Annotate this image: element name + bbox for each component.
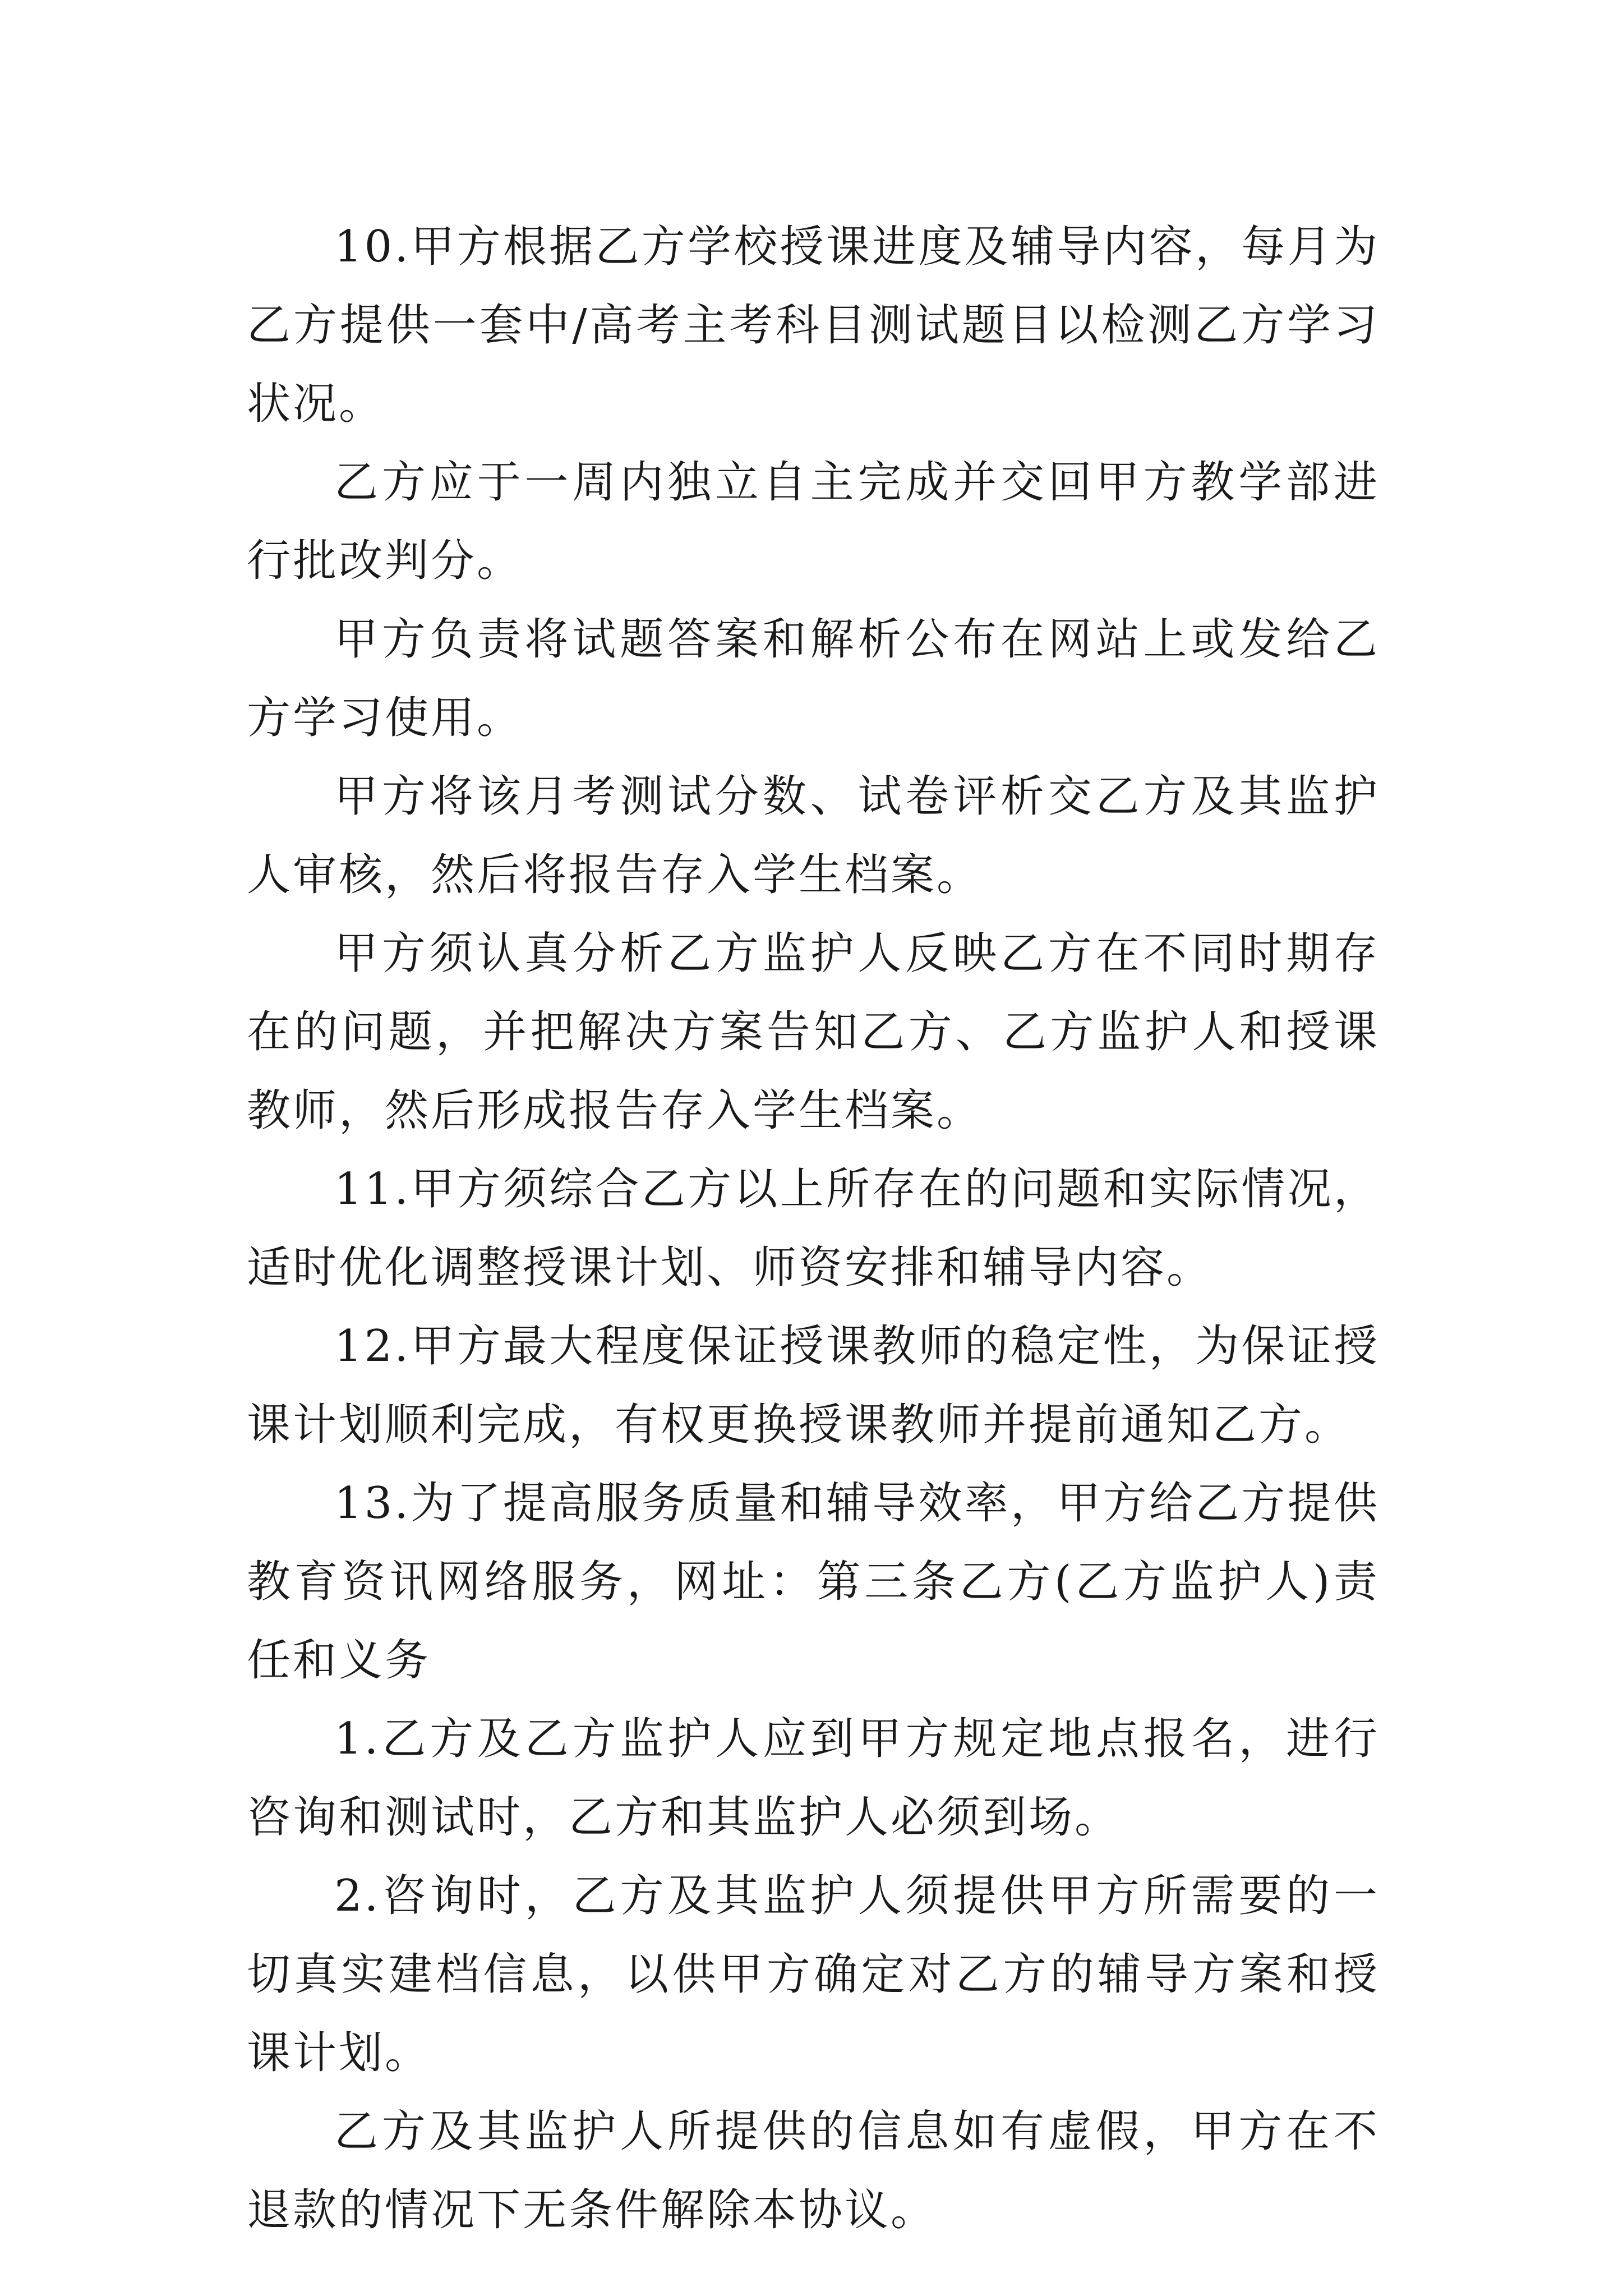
paragraph-publish-answers: 甲方负责将试题答案和解析公布在网站上或发给乙方学习使用。 <box>247 614 1380 743</box>
paragraph-11: 11.甲方须综合乙方以上所存在的问题和实际情况，适时优化调整授课计划、师资安排和辅导内容。 <box>247 1164 1380 1293</box>
paragraph-false-info: 乙方及其监护人所提供的信息如有虚假，甲方在不退款的情况下无条件解除本协议。 <box>247 2106 1380 2235</box>
paragraph-complete-and-return: 乙方应于一周内独立自主完成并交回甲方教学部进行批改判分。 <box>247 457 1380 586</box>
document-body <box>247 208 1380 2249</box>
paragraph-1: 1.乙方及乙方监护人应到甲方规定地点报名，进行咨询和测试时，乙方和其监护人必须到场。 <box>247 1714 1380 1843</box>
paragraph-2: 2.咨询时，乙方及其监护人须提供甲方所需要的一切真实建档信息，以供甲方确定对乙方的辅导方案和授课计划。 <box>247 1871 1380 2078</box>
paragraph-12: 12.甲方最大程度保证授课教师的稳定性，为保证授课计划顺利完成，有权更换授课教师并提前通知乙方。 <box>247 1321 1380 1450</box>
paragraph-monthly-scores: 甲方将该月考测试分数、试卷评析交乙方及其监护人审核，然后将报告存入学生档案。 <box>247 771 1380 900</box>
paragraph-10: 10.甲方根据乙方学校授课进度及辅导内容，每月为乙方提供一套中/高考主考科目测试题目以检测乙方学习状况。 <box>247 222 1380 429</box>
paragraph-analyze-problems: 甲方须认真分析乙方监护人反映乙方在不同时期存在的问题，并把解决方案告知乙方、乙方监护人和授课教师，然后形成报告存入学生档案。 <box>247 928 1380 1136</box>
paragraph-13: 13.为了提高服务质量和辅导效率，甲方给乙方提供教育资讯网络服务，网址：第三条乙方(乙方监护人)责任和义务 <box>247 1478 1380 1686</box>
